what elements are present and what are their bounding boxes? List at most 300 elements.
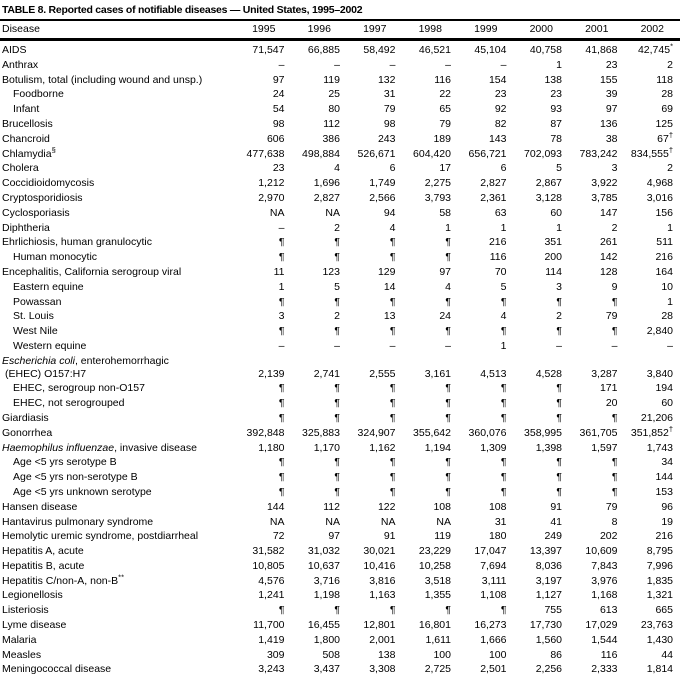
value-cell: 1 [514,58,570,73]
value-cell: 1,743 [625,441,680,456]
value-cell: 200 [514,250,570,265]
table-row [0,396,680,411]
value-cell: – [236,58,292,73]
table-row [0,354,680,382]
value-cell: 656,721 [458,147,514,162]
value-cell: 12,801 [347,618,403,633]
table-body [0,40,680,677]
disease-label: Malaria [0,633,236,648]
value-cell: ¶ [569,470,625,485]
value-cell: 783,242 [569,147,625,162]
value-cell: 2,725 [403,662,459,677]
value-cell: 66,885 [292,40,348,58]
value-cell: 10,416 [347,559,403,574]
value-cell: 39 [569,87,625,102]
value-cell: 3,128 [514,191,570,206]
value-cell: 38 [569,132,625,147]
notifiable-diseases-table [0,19,680,677]
value-cell: 97 [403,265,459,280]
value-cell: 119 [403,529,459,544]
value-cell: 1,611 [403,633,459,648]
value-cell: 3,922 [569,176,625,191]
value-cell: 4,576 [236,574,292,589]
value-cell: – [236,339,292,354]
value-cell: 58 [403,206,459,221]
value-cell: 2,256 [514,662,570,677]
value-cell: 3,785 [569,191,625,206]
disease-label: Meningococcal disease [0,662,236,677]
table-row [0,411,680,426]
value-cell: ¶ [292,381,348,396]
value-cell: 156 [625,206,680,221]
value-cell: – [403,58,459,73]
column-header-year: 1997 [347,20,403,40]
value-cell: ¶ [403,324,459,339]
value-cell: 1,108 [458,588,514,603]
value-cell: 16,273 [458,618,514,633]
value-cell: 2,840 [625,324,680,339]
disease-label: Powassan [0,295,236,310]
value-cell: 1,170 [292,441,348,456]
value-cell: ¶ [458,411,514,426]
value-cell: 128 [569,265,625,280]
value-cell: 1 [625,295,680,310]
value-cell: 92 [458,102,514,117]
column-header-year: 2000 [514,20,570,40]
value-cell: ¶ [403,235,459,250]
value-cell: 358,995 [514,426,570,441]
value-cell: 613 [569,603,625,618]
table-row [0,161,680,176]
value-cell: NA [347,515,403,530]
value-cell: ¶ [569,485,625,500]
value-cell: 91 [514,500,570,515]
disease-label: Hemolytic uremic syndrome, postdiarrheal [0,529,236,544]
value-cell: ¶ [403,470,459,485]
table-row [0,221,680,236]
value-cell: 2,501 [458,662,514,677]
value-cell: 1,127 [514,588,570,603]
value-cell: ¶ [458,295,514,310]
column-header-year: 1995 [236,20,292,40]
value-cell: 67† [625,132,680,147]
value-cell: ¶ [514,324,570,339]
value-cell: 3,716 [292,574,348,589]
value-cell: 23 [569,58,625,73]
value-cell: 63 [458,206,514,221]
value-cell: 3,816 [347,574,403,589]
value-cell: 755 [514,603,570,618]
value-cell: 3,793 [403,191,459,206]
value-cell: 3,197 [514,574,570,589]
value-cell: ¶ [236,603,292,618]
value-cell: 138 [514,73,570,88]
value-cell: 4,528 [514,354,570,382]
value-cell: 1,198 [292,588,348,603]
disease-label: Hepatitis B, acute [0,559,236,574]
value-cell: 189 [403,132,459,147]
value-cell: – [625,339,680,354]
value-cell: 144 [236,500,292,515]
value-cell: ¶ [347,603,403,618]
value-cell: 4 [292,161,348,176]
value-cell: 3,243 [236,662,292,677]
value-cell: 13,397 [514,544,570,559]
table-row [0,102,680,117]
disease-label: Hantavirus pulmonary syndrome [0,515,236,530]
table-title: TABLE 8. Reported cases of notifiable diseases — United States, 1995–2002 [0,0,680,19]
table-row [0,618,680,633]
value-cell: 17,047 [458,544,514,559]
value-cell: ¶ [347,396,403,411]
value-cell: ¶ [458,603,514,618]
value-cell: 8 [569,515,625,530]
value-cell: 386 [292,132,348,147]
value-cell: ¶ [236,381,292,396]
disease-label: Human monocytic [0,250,236,265]
value-cell: – [292,58,348,73]
value-cell: 11,700 [236,618,292,633]
value-cell: 1,835 [625,574,680,589]
column-header-year: 1996 [292,20,348,40]
value-cell: 5 [458,280,514,295]
value-cell: ¶ [403,396,459,411]
value-cell: 7,843 [569,559,625,574]
disease-label: Escherichia coli, enterohemorrhagic (EHEC) O157:H7 [0,354,236,382]
value-cell: 216 [625,529,680,544]
value-cell: 1 [625,221,680,236]
value-cell: 3,840 [625,354,680,382]
value-cell: 10 [625,280,680,295]
value-cell: 10,258 [403,559,459,574]
value-cell: NA [236,206,292,221]
value-cell: 1 [458,221,514,236]
disease-label: Chancroid [0,132,236,147]
disease-label: Cyclosporiasis [0,206,236,221]
value-cell: ¶ [292,295,348,310]
value-cell: ¶ [236,324,292,339]
value-cell: 477,638 [236,147,292,162]
disease-label: Age <5 yrs unknown serotype [0,485,236,500]
value-cell: 41,868 [569,40,625,58]
value-cell: 1,168 [569,588,625,603]
table-row [0,588,680,603]
value-cell: 94 [347,206,403,221]
value-cell: 2,867 [514,176,570,191]
value-cell: ¶ [292,455,348,470]
value-cell: 30,021 [347,544,403,559]
disease-label: Age <5 yrs serotype B [0,455,236,470]
value-cell: 17,029 [569,618,625,633]
value-cell: – [569,339,625,354]
value-cell: 79 [569,309,625,324]
value-cell: ¶ [236,250,292,265]
value-cell: 19 [625,515,680,530]
value-cell: 171 [569,381,625,396]
value-cell: 118 [625,73,680,88]
value-cell: 4 [347,221,403,236]
value-cell: 3,437 [292,662,348,677]
value-cell: 526,671 [347,147,403,162]
column-header-disease: Disease [0,20,236,40]
value-cell: ¶ [514,470,570,485]
value-cell: – [292,339,348,354]
table-row [0,117,680,132]
table-row [0,147,680,162]
value-cell: 1,162 [347,441,403,456]
value-cell: 25 [292,87,348,102]
value-cell: ¶ [403,295,459,310]
value-cell: 1,430 [625,633,680,648]
value-cell: ¶ [458,324,514,339]
value-cell: 1,419 [236,633,292,648]
value-cell: 4,968 [625,176,680,191]
value-cell: 4 [403,280,459,295]
value-cell: 97 [236,73,292,88]
value-cell: 116 [569,648,625,663]
value-cell: ¶ [569,324,625,339]
table-row [0,235,680,250]
value-cell: ¶ [347,470,403,485]
value-cell: 28 [625,309,680,324]
table-row [0,500,680,515]
value-cell: 6 [458,161,514,176]
value-cell: ¶ [347,455,403,470]
value-cell: ¶ [236,295,292,310]
value-cell: 24 [236,87,292,102]
value-cell: ¶ [514,485,570,500]
value-cell: ¶ [347,411,403,426]
value-cell: 79 [569,500,625,515]
value-cell: 147 [569,206,625,221]
value-cell: 665 [625,603,680,618]
value-cell: – [403,339,459,354]
value-cell: 2,827 [458,176,514,191]
value-cell: 1,321 [625,588,680,603]
table-row [0,295,680,310]
column-header-year: 1999 [458,20,514,40]
value-cell: 1,355 [403,588,459,603]
value-cell: NA [403,515,459,530]
table-row [0,339,680,354]
value-cell: ¶ [458,455,514,470]
value-cell: 155 [569,73,625,88]
value-cell: 16,801 [403,618,459,633]
value-cell: ¶ [514,411,570,426]
value-cell: 28 [625,87,680,102]
value-cell: 1,212 [236,176,292,191]
value-cell: 153 [625,485,680,500]
value-cell: 79 [347,102,403,117]
value-cell: 216 [458,235,514,250]
value-cell: 5 [514,161,570,176]
disease-label: Haemophilus influenzae, invasive disease [0,441,236,456]
disease-label: Listeriosis [0,603,236,618]
value-cell: 702,093 [514,147,570,162]
value-cell: 1,749 [347,176,403,191]
value-cell: 100 [403,648,459,663]
value-cell: 41 [514,515,570,530]
value-cell: – [236,221,292,236]
value-cell: 129 [347,265,403,280]
value-cell: 1 [403,221,459,236]
disease-label: Cryptosporidiosis [0,191,236,206]
value-cell: 69 [625,102,680,117]
value-cell: 351,852† [625,426,680,441]
value-cell: 3,976 [569,574,625,589]
value-cell: 138 [347,648,403,663]
value-cell: 1 [458,339,514,354]
value-cell: 361,705 [569,426,625,441]
value-cell: 360,076 [458,426,514,441]
value-cell: 23 [236,161,292,176]
value-cell: 31 [347,87,403,102]
table-row [0,574,680,589]
value-cell: 23 [514,87,570,102]
value-cell: 3 [236,309,292,324]
value-cell: 309 [236,648,292,663]
value-cell: ¶ [347,250,403,265]
disease-label: Giardiasis [0,411,236,426]
table-row [0,87,680,102]
value-cell: ¶ [236,411,292,426]
value-cell: 142 [569,250,625,265]
value-cell: 23,229 [403,544,459,559]
value-cell: 72 [236,529,292,544]
value-cell: ¶ [403,411,459,426]
table-row [0,559,680,574]
value-cell: ¶ [292,470,348,485]
disease-label: Legionellosis [0,588,236,603]
value-cell: 10,637 [292,559,348,574]
value-cell: 1,560 [514,633,570,648]
value-cell: ¶ [236,396,292,411]
value-cell: 2,827 [292,191,348,206]
value-cell: ¶ [347,485,403,500]
value-cell: 2 [625,58,680,73]
value-cell: 143 [458,132,514,147]
value-cell: 9 [569,280,625,295]
value-cell: ¶ [514,455,570,470]
value-cell: 100 [458,648,514,663]
value-cell: 60 [514,206,570,221]
value-cell: 498,884 [292,147,348,162]
value-cell: 1,180 [236,441,292,456]
column-header-year: 2002 [625,20,680,40]
table-row [0,441,680,456]
value-cell: 604,420 [403,147,459,162]
value-cell: 2 [514,309,570,324]
value-cell: 71,547 [236,40,292,58]
value-cell: 3,016 [625,191,680,206]
table-row [0,132,680,147]
value-cell: 136 [569,117,625,132]
value-cell: 1,814 [625,662,680,677]
value-cell: 355,642 [403,426,459,441]
value-cell: 3,111 [458,574,514,589]
value-cell: 132 [347,73,403,88]
value-cell: 2,566 [347,191,403,206]
value-cell: 202 [569,529,625,544]
value-cell: 1,800 [292,633,348,648]
value-cell: 10,609 [569,544,625,559]
value-cell: 78 [514,132,570,147]
value-cell: 40,758 [514,40,570,58]
value-cell: ¶ [514,295,570,310]
value-cell: ¶ [514,396,570,411]
value-cell: ¶ [347,381,403,396]
value-cell: 21,206 [625,411,680,426]
table-row [0,250,680,265]
value-cell: 23 [458,87,514,102]
disease-label: Age <5 yrs non-serotype B [0,470,236,485]
value-cell: 1,398 [514,441,570,456]
value-cell: 2 [625,161,680,176]
value-cell: 7,996 [625,559,680,574]
value-cell: 3,287 [569,354,625,382]
value-cell: 97 [292,529,348,544]
value-cell: 125 [625,117,680,132]
disease-label: Coccidioidomycosis [0,176,236,191]
value-cell: 80 [292,102,348,117]
value-cell: 2 [292,309,348,324]
disease-label: Botulism, total (including wound and unsp.) [0,73,236,88]
value-cell: ¶ [292,235,348,250]
value-cell: 2,741 [292,354,348,382]
table-row [0,206,680,221]
value-cell: ¶ [236,235,292,250]
value-cell: 3 [514,280,570,295]
value-cell: 511 [625,235,680,250]
value-cell: 17 [403,161,459,176]
value-cell: 6 [347,161,403,176]
disease-label: Eastern equine [0,280,236,295]
value-cell: 116 [403,73,459,88]
value-cell: ¶ [292,411,348,426]
table-row [0,58,680,73]
value-cell: 65 [403,102,459,117]
value-cell: ¶ [347,235,403,250]
value-cell: 1 [514,221,570,236]
value-cell: 249 [514,529,570,544]
value-cell: 8,795 [625,544,680,559]
value-cell: ¶ [292,324,348,339]
disease-label: AIDS [0,40,236,58]
value-cell: 23,763 [625,618,680,633]
value-cell: NA [292,515,348,530]
table-row [0,515,680,530]
value-cell: 324,907 [347,426,403,441]
value-cell: 2,001 [347,633,403,648]
header-row [0,20,680,40]
value-cell: ¶ [458,396,514,411]
value-cell: 2,139 [236,354,292,382]
disease-label: EHEC, not serogrouped [0,396,236,411]
table-row [0,544,680,559]
disease-label: Hepatitis C/non-A, non-B** [0,574,236,589]
value-cell: ¶ [569,455,625,470]
value-cell: 42,745* [625,40,680,58]
value-cell: 2 [569,221,625,236]
value-cell: 86 [514,648,570,663]
value-cell: 2 [292,221,348,236]
table-row [0,191,680,206]
value-cell: 2,555 [347,354,403,382]
value-cell: 114 [514,265,570,280]
value-cell: 16,455 [292,618,348,633]
disease-label: Western equine [0,339,236,354]
value-cell: 108 [458,500,514,515]
